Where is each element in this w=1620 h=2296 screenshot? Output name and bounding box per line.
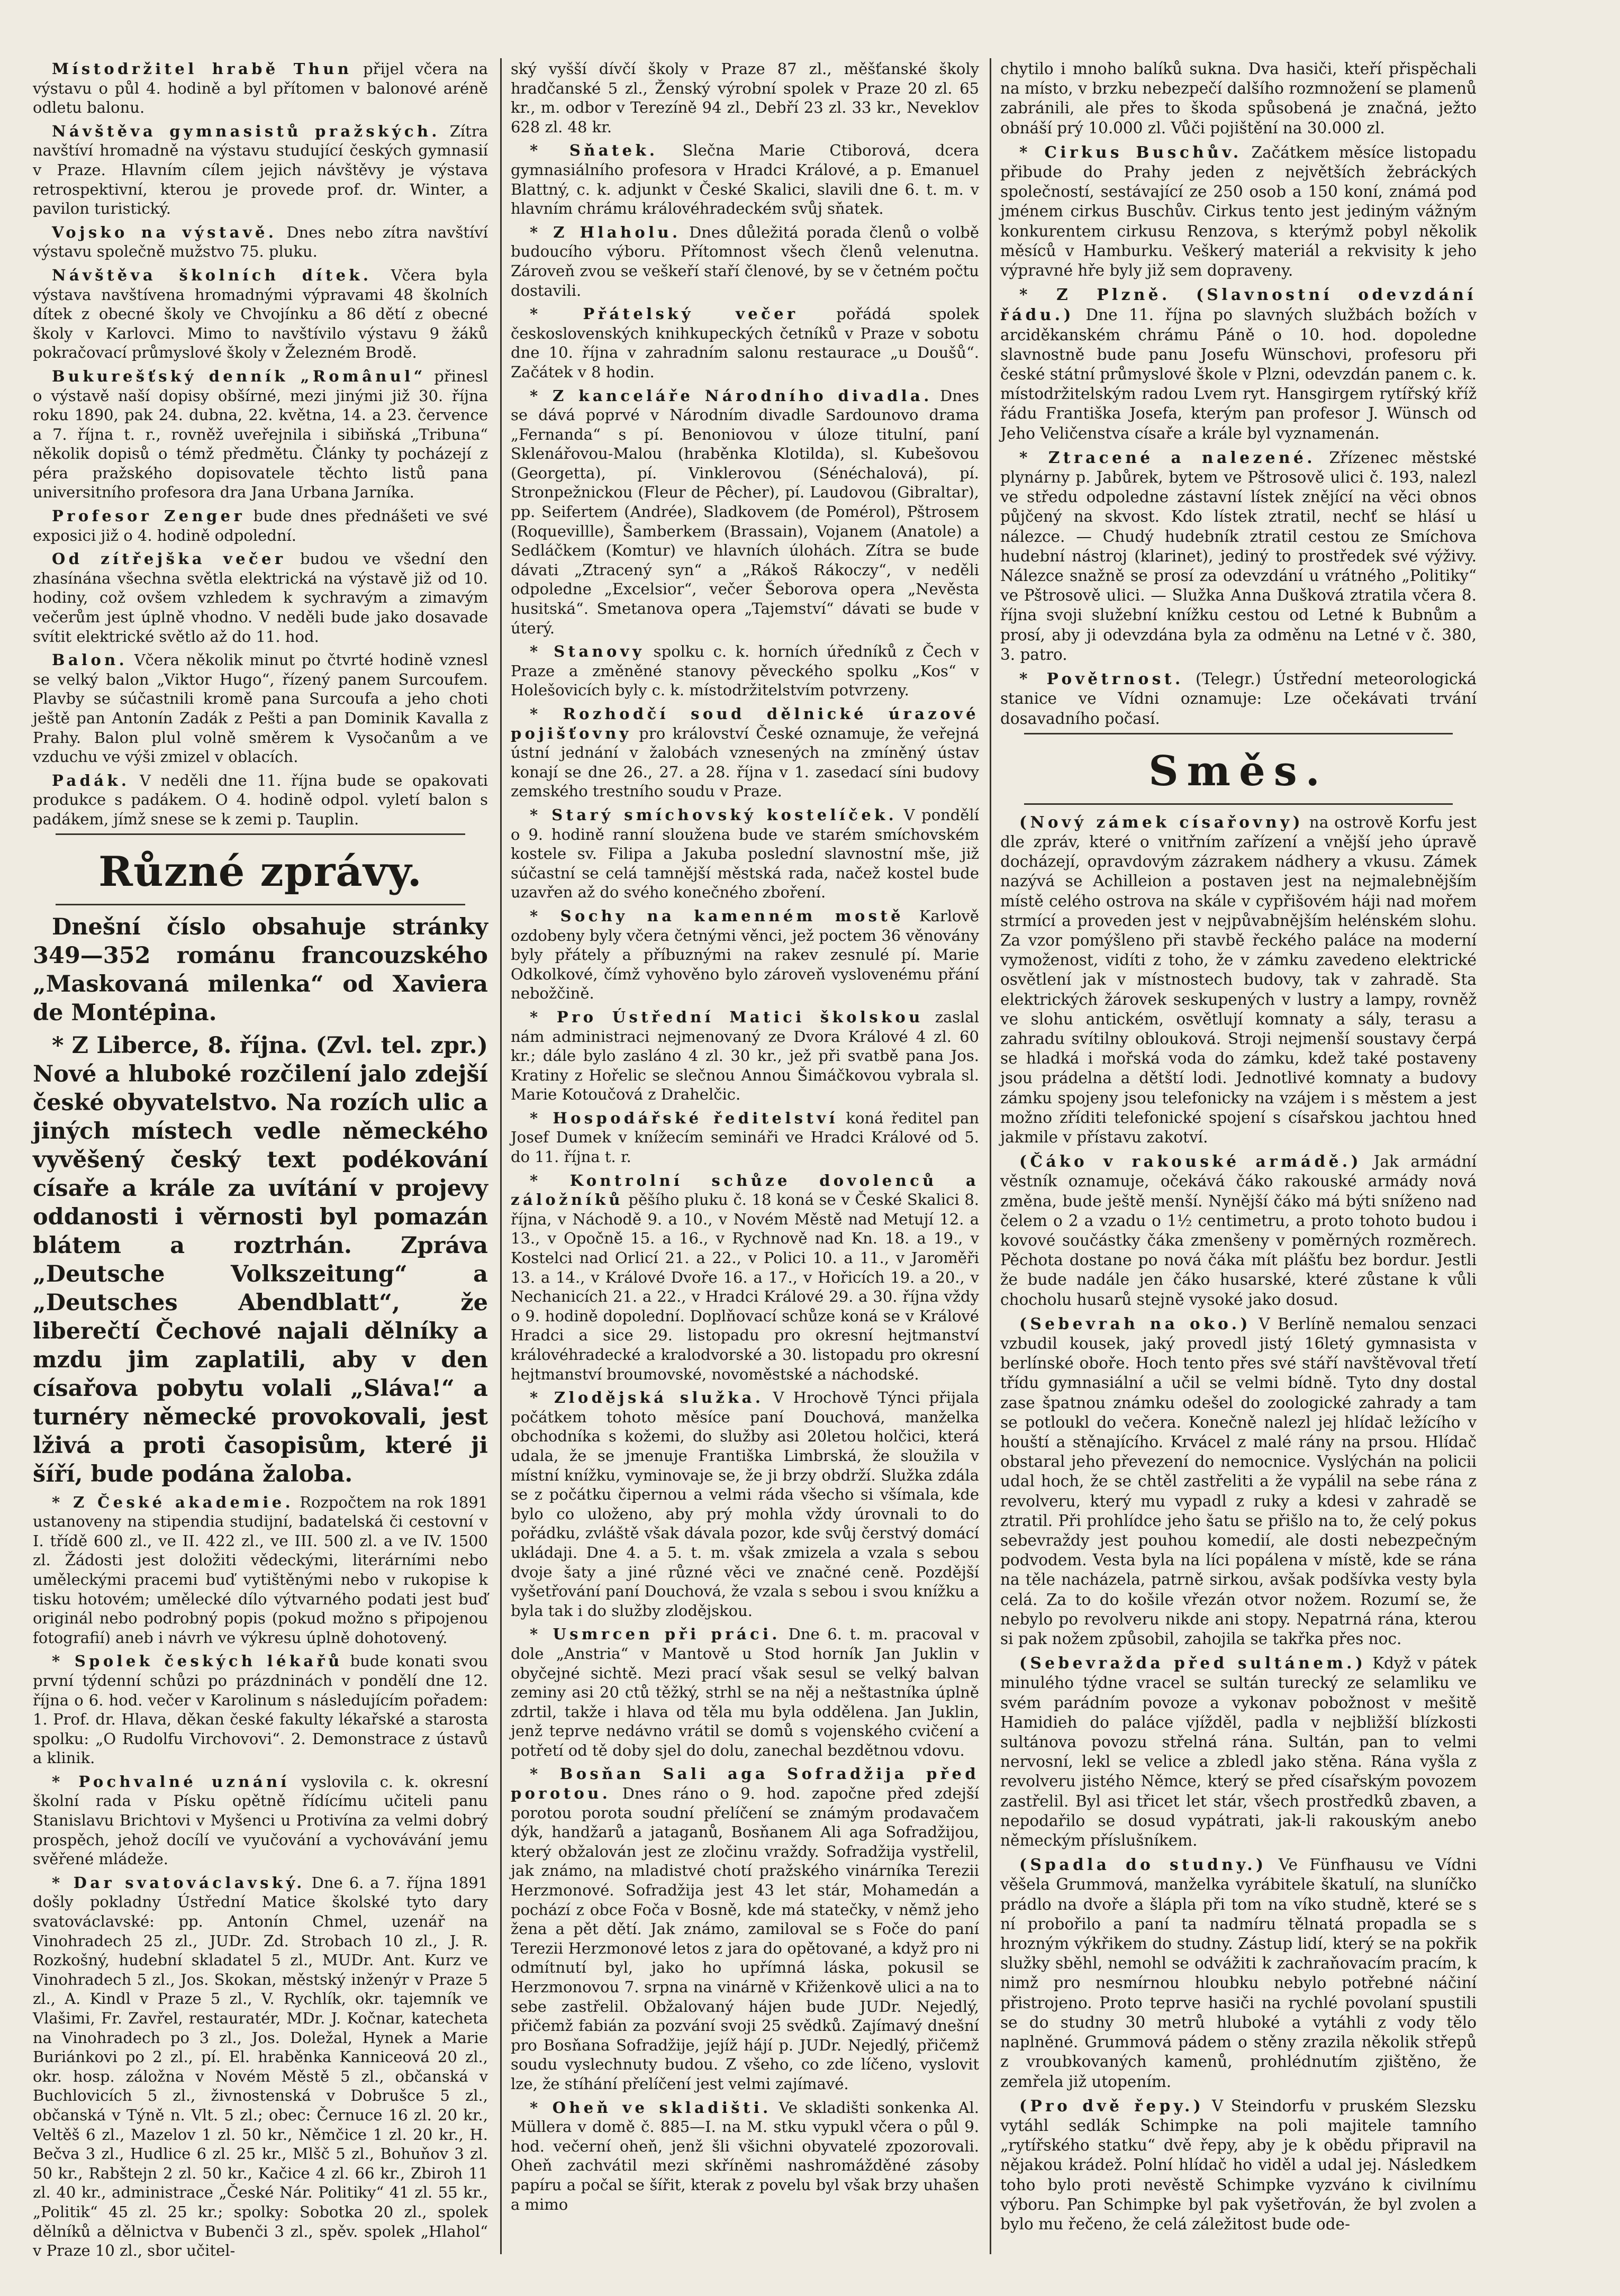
news-item xyxy=(1000,448,1477,665)
section-rule xyxy=(56,833,465,835)
news-item xyxy=(33,223,488,261)
section-heading: Různé zprávy. xyxy=(98,847,422,896)
news-item-text: Zítra navštíví hromadně na výstavu studující českých gymnasií v Praze. Hlavním cílem jejich návštěvy je výstava retrospektivní, kterou je provede prof. dr. Winter, a pavilon turistický. xyxy=(33,122,488,218)
news-item-lead: (Sebevražda před sultánem.) xyxy=(1019,1654,1366,1673)
news-item-lead: * Z České akademie. xyxy=(52,1493,294,1511)
news-item-lead: (Nový zámek císařovny) xyxy=(1019,812,1304,831)
news-item xyxy=(1000,1855,1477,2091)
column-rule-1 xyxy=(500,58,502,2254)
news-item xyxy=(33,367,488,502)
news-item xyxy=(1000,669,1477,729)
news-item-text: Začátkem měsíce listopadu přibude do Prahy jeden z největších žebráckých společností, sestávající ze 250 osob a 150 koní, známá pod jménem cirkus Buschův. Cirkus tento jest jediným vážným konkurentem cirkusu Renzova, s kterýmž pobyl několik měsíců v Hamburku. Veškerý materiál a rekvisity k jeho výpravné hře byly již sem dopraveny. xyxy=(1000,143,1477,280)
news-item-text: spolku c. k. horních úředníků z Čech v Praze a změněné stanovy pěveckého spolku „Kos“ v Holešovicích byly c. k. místodržitelstvím potvrzeny. xyxy=(511,642,979,700)
section-rule xyxy=(1024,733,1453,734)
news-item-lead: * Bosňan Sali aga Sofradžija před porotou. xyxy=(511,1765,979,1803)
column-middle xyxy=(511,59,979,2218)
column-right xyxy=(1000,59,1477,2238)
news-item xyxy=(33,1772,488,1869)
news-item xyxy=(33,122,488,219)
news-item-text: Ve Fünfhausu ve Vídni věšela Grummová, manželka vyrábitele škatulí, na sluníčko prádlo na dvoře a šlápla při tom na víko studně, které se s ní probořilo a paní ta nadmíru tělnatá propadla se s hrozným výkřikem do studny. Zástup lidí, který se na pokřik služky sběhl, nemohl se odvážiti k zachraňovacím pracím, k nimž pro nesmírnou hloubku nebylo potřebné náčiní přistrojeno. Proto teprve hasiči na rychlé povolaní spustili se do studny 30 metrů hluboké a vytáhli z vody tělo naplněné. Grummová pádem o stěny zrazila několik střepů z vroubkovaných kamenů, prohlédnutím zjištěno, že zemřela již utopením. xyxy=(1000,1856,1477,2091)
news-item-lead: * Stanovy xyxy=(530,642,645,661)
news-item-text: Dnes ráno o 9. hod. započne před zdejší porotou porota soudní přelíčení se známým prodavačem dýk, handžarů a jataganů, Bosňanem Ali aga Sofradžijou, který obžalován jest ze zločinu vraždy. Sofradžija vystřelil, jak známo, na mladistvé chotí pražského vinárníka Terezii Herzmonové. Sofradžija jest 43 let stár, Mohamedán a pochází z obce Foča v Bosně, kde má statečky, v němž jeho žena a pět dětí. Jak známo, zamiloval se s Foče do paní Terezii Herzmonové letos z jara do opětované, a když pro ni odmítnutí byl, jako ho upřímná láska, pokusil se Herzmonovou 7. srpna na vinárně v Křiženkově ulici a na to sebe zastřelil. Obžalovaný hájen bude JUDr. Nejedlý, přičemž fabián za pozvání svoji 25 svědků. Zajímavý dnešní pro Bosňana Sofradžije, jejíž hájí p. JUDr. Nejedlý, přičemž soudu vyslechnuty budou. Z všeho, co zde líčeno, vyslovit lze, že stíhání přelíčení jest velmi zajímavé. xyxy=(511,1784,979,2093)
news-item-lead: * Povětrnost. xyxy=(1019,669,1184,688)
news-item-text: Dnes se dává poprvé v Národním divadle Sardounovo drama „Fernanda“ s pí. Benoniovou v úloze titulní, paní Sklenářovou-Malou (hraběnka Klotilda), sl. Kubešovou (Georgetta), pí. Vinklerovou (Sénéchalová), pí. Stronpežnickou (Fleur de Pêcher), pí. Laudovou (Gibraltar), pp. Seifertem (Andrée), Sladkovem (de Pomérol), Pštrosem (Roquevillle), Šamberkem (Brassain), Vojanem (Anatole) a Sedláčkem (Komtur) ve hlavních úlohách. Zítra se bude dávati „Ztracený syn“ a „Rákoš Rákoczy“, v neděli odpoledne „Excelsior“, večer Šeborova opera „Nevěsta husitská“. Smetanova opera „Tajemství“ dávati se bude v úterý. xyxy=(511,386,979,637)
news-item-text: Slečna Marie Ctiborová, dcera gymnasiálního profesora v Hradci Králové, a p. Emanuel Blattný, c. k. adjunkt v České Skalici, slavili dne 6. t. m. v hlavním chrámu královéhradeckém svůj sňatek. xyxy=(511,141,979,218)
news-item-text: přinesl o výstavě naší dopisy obšírné, mezi jinými již 30. října roku 1890, pak 24. dubna, 22. května, 14. a 23. července a 7. října t. r., rovněž uveřejnila i sibiňská „Tribuna“ několik dopisů o témž předmětu. Články ty pocházejí z péra pražského dopisovatele těchto listů pana universitního profesora dra Jana Urbana Jarníka. xyxy=(33,367,488,502)
news-item-lead: * Z Plzně. (Slavnostní odevzdání řádu.) xyxy=(1000,285,1477,324)
news-item-lead: * Dar svatováclavský. xyxy=(52,1873,305,1892)
news-item xyxy=(511,223,979,300)
news-item xyxy=(511,1008,979,1104)
column-rule-2 xyxy=(990,58,991,2254)
news-item xyxy=(33,59,488,117)
news-item-text: Ve skladišti sonkenka Al. Müllera v domě č. 885—I. na M. stku vypukl včera o půl 9. hod. večerní oheň, jenž šli všichni obyvatelé zpozorovali. Oheň zachvátil mezi skříněmi nashromážděné zásoby papíru a počal se šířit, kterak z povelu byl však brzy uhašen a mimo xyxy=(511,2098,980,2213)
news-item-lead: Od zítřejška večer xyxy=(52,550,286,568)
news-item xyxy=(33,771,488,829)
news-item-lead: * Sochy na kamenném mostě xyxy=(530,906,904,925)
news-item xyxy=(33,266,488,362)
news-item xyxy=(1000,1653,1477,1850)
news-item-text: Dne 6. a 7. října 1891 došly pokladny Ústřední Matice školské tyto dary svatováclavské: pp. Antonín Chmel, uzenář na Vinohradech 25 zl., JUDr. Zd. Strobach 10 zl., J. R. Rozkošný, hudební skladatel 5 zl., MUDr. Ant. Kurz ve Vinohradech 5 zl., Jos. Skokan, městský inženýr v Praze 5 zl., A. Kindl v Praze 5 zl., V. Rychlík, okr. tajemník ve Vlašimi, Fr. Zavřel, restauratér, MDr. J. Kočnar, katecheta na Vinohradech po 3 zl., Jos. Doležal, Hynek a Marie Buriánkovi po 2 zl., pí. El. hraběnka Kanniceová 20 zl., okr. hosp. záložna v Novém Městě 5 zl., občanská v Buchlovicích 5 zl., živnostenská v Dobrušce 5 zl., občanská v Týně n. Vlt. 5 zl.; obec: Černuce 16 zl. 20 kr., Veltěš 6 zl., Mazelov 1 zl. 50 kr., Němčice 1 zl. 20 kr., H. Bečva 3 zl., Hudlice 6 zl. 25 kr., Mlšč 5 zl., Bohuňov 3 zl. 50 kr., Rabštejn 2 zl. 50 kr., Kačice 4 zl. 66 kr., Zbiroh 11 zl. 40 kr., administrace „České Nár. Politiky“ 41 zl. 55 kr., „Politik“ 45 zl. 25 kr.; spolky: Sobotka 20 zl., spolek dělníků a dělnictva v Bubenči 3 zl., spěv. spolek „Hlahol“ v Praze 10 zl., sbor učitel- xyxy=(33,1873,488,2260)
news-item-text: na ostrově Korfu jest dle zpráv, které o vnitřním zařízení a vnější jeho úpravě docházejí, opravdovým zázrakem nádhery a vkusu. Zámek nazývá se Achilleion a postaven jest na nejmalebnějším místě celého ostrova na skále v cypřišovém háji nad mořem strmící a proveden jest v nejpůvabnějším helénském slohu. Za vzor pomýšleno při stavbě řeckého paláce na moderní vymoženost, vidíti z toho, že v zámku zavedeno elektrické osvětlení jak v místnostech budovy, tak v zahradě. Sta elektrických žárovek seskupených v lustry a lampy, rovněž ve slohu antickém, osvětlují komnaty a sály, terasu a zahradu svítilny oblouková. Stroji nejmenší soustavy čerpá se hladká i mořská voda do zámku, kdež také postaveny jsou prádelna a dětští lodi. Jednotlivé komnaty a budovy zámku spojeny jsou telefonicky na vzájem i s městem a jest možno zříditi telefonické spojení s císařskou jachtou hned jakmile v přístavu zakotví. xyxy=(1000,813,1477,1146)
news-item-text: Jak armádní věstník oznamuje, očekává čáko rakouské armády nová změna, bude ještě menší. Nynější čáko má býti sníženo nad čelem o 2 a vzadu o 1½ centimetru, a proto tohoto budou i kovové součástky čáka zmenšeny v poměrných rozměrech. Pěchota dostane po nová čáka mít plášťu bez bordur. Jestli že bude nadále jen čáko husarské, které zůstane k vůli chocholu husarů stejně vysoké jako dosud. xyxy=(1000,1152,1477,1309)
news-item-text: ský vyšší dívčí školy v Praze 87 zl., měšťanské školy hradčanské 5 zl., Ženský výrobní spolek v Praze 20 zl. 65 kr., m. odbor v Terezíně 94 zl., Debří 23 zl. 33 kr., Neveklov 628 zl. 48 kr. xyxy=(511,60,979,136)
news-item-text: Když v pátek minulého týdne vracel se sultán turecký ze selamliku ve svém parádním povoze a vykonav pobožnost v mešitě Hamidieh do paláce vjížděl, padla v nejbližší blízkosti sultánova povozu střelná rána. Sultán, pan to velmi nervosní, lekl se velice a zbledl jako stěna. Rána vyšla z revolveru jistého Němce, který se před císařským povozem zastřelil. Byl asi třicet let stár, všech prostředků zbaven, a nepodařilo se dosud vypátrati, jak-li rakouským anebo německým příslušníkem. xyxy=(1000,1654,1477,1850)
news-item-text: V pondělí o 9. hodině ranní sloužena bude ve starém smíchovském kostele sv. Filipa a Jakuba poslední slavnostní mše, již súčastní se celá tamnější městská rada, načež kostel bude uzavřen až do svého konečného zboření. xyxy=(511,805,979,902)
news-item-lead: * Přátelský večer xyxy=(530,305,799,323)
news-item-text: V neděli dne 11. října bude se opakovati produkce s padákem. O 4. hodině odpol. vyletí balon s padákem, jímž snese se k zemi p. Tauplin. xyxy=(33,771,488,828)
news-item-text: Rozpočtem na rok 1891 ustanoveny na stipendia studijní, badatelská či cestovní v I. třídě 600 zl., ve II. 422 zl., ve III. 500 zl. a ve IV. 1500 zl. Žádosti jest doložiti vědeckými, literárními nebo uměleckými pracemi buď vytištěnými nebo v rukopise k tisku hotovém; umělecké dílo výtvarného podati jest buď originál nebo podrobný popis (pokud možno s připojenou fotografií) aneb i návrh ve výkresu úplně dohotovený. xyxy=(33,1493,488,1647)
news-item xyxy=(511,1764,979,2093)
news-item-lead: * Oheň ve skladišti. xyxy=(530,2098,772,2117)
news-item xyxy=(33,1493,488,1648)
news-item-text: vyslovila c. k. okresní školní rada v Písku opětně řídícímu učiteli panu Stanislavu Brichtovi v Myšenci u Protivína za velmi dobrý prospěch, jehož docílí ve vyučování a vychovávání jemu svěřené mládeže. xyxy=(33,1772,488,1868)
news-item-text: budou ve všední den zhasínána všechna světla elektrická na výstavě již od 10. hodiny, což ovšem vzhledem k sychravým a zimavým večerům jest úplně vhodno. V neděli bude jako dosavade svítit elektrické světlo až do 11. hod. xyxy=(33,550,488,646)
news-item-text: (Telegr.) Ústřední meteorologická stanice ve Vídni oznamuje: Lze očekávati trvání dosavadního počasí. xyxy=(1000,670,1477,728)
news-item-text: koná ředitel pan Josef Dumek v knížecím semináři ve Hradci Králové od 5. do 11. října t. r. xyxy=(511,1109,979,1166)
news-item-lead: * Z Hlaholu. xyxy=(530,223,681,241)
news-item xyxy=(33,506,488,545)
news-item-lead: * Zlodějská služka. xyxy=(530,1389,764,1407)
news-item-text: V Berlíně nemalou senzaci vzbudil kousek, jaký provedl jistý 16letý gymnasista v berlínské oboře. Hoch tento přes své stáří navštěvoval třetí třídu gymnasiální a učil se velmi bídně. Tyto dny dostal zase špatnou známku odešel do zoologické zahrady a tam se potloukl do večera. Konečně nalezl jej hlídač ležícího v houští a stěnajícího. Krvácel z malé rány na prsou. Hlídač obstaral jeho převezení do nemocnice. Vyslýchán na policii udal hoch, že se chtěl zastřeliti a že vypálil na sebe rána z revolveru, který mu vypadl z ruky a kdesi v zahradě se ztratil. Při prohlídce jeho šatu se přišlo na to, že celý pokus sebevraždy jest pouhou komedií, ale dosti nebezpečným podvodem. Vesta byla na líci popálena v místě, kde se rána na těle nacházela, patrně sirkou, avšak podšívka vesty byla celá. Za to do košile vřezán otvor nožem. Rozumí se, že nebylo po revolveru nikde ani stopy. Nepatrná rána, kterou si pak nožem způsobil, zahojila se takřka přes noc. xyxy=(1000,1314,1477,1648)
news-item xyxy=(1000,812,1477,1147)
news-item-lead: * Cirkus Buschův. xyxy=(1019,142,1242,161)
news-item xyxy=(511,906,979,1003)
news-item-lead: Místodržitel hrabě Thun xyxy=(52,60,352,78)
news-item-lead: Bukurešťský denník „Românul“ xyxy=(52,367,426,385)
section-rule xyxy=(56,904,465,905)
news-item xyxy=(33,1651,488,1768)
news-item-lead: * Rozhodčí soud dělnické úrazové pojišťovny xyxy=(511,705,979,742)
news-item xyxy=(33,549,488,646)
news-item xyxy=(511,386,979,638)
news-item-text: zaslal nám administraci nejmenovaný ze Dvora Králové 4 zl. 60 kr.; dále bylo zasláno 4 zl. 30 kr., jež při svatbě pana Jos. Kratiny z Hořelic se slečnou Annou Šimáčkovou vybrala sl. Marie Kotoučová z Drahelčic. xyxy=(511,1008,979,1104)
news-item-lead: (Spadla do studny.) xyxy=(1019,1855,1267,1874)
news-item-text: Dne 6. t. m. pracoval v dole „Anstria“ v Mantově u Stod horník Jan Juklin v obyčejné sichtě. Mezi prací však sesul se velký balvan zeminy asi 20 ctů těžký, strhl se na něj a neštastníka úplně zdrtil, takže i hlava od těla mu byla oddělena. Jan Juklin, jenž teprve nedávno vrátil se domů s vojenského cvičení a potřetí od tě doby sjel do dolu, zanechal bezdětnou vdovu. xyxy=(511,1625,979,1759)
news-item-text: Dnes nebo zítra navštíví výstavu společně mužstvo 75. pluku. xyxy=(33,223,488,261)
news-item-lead: Padák. xyxy=(52,771,130,789)
news-item-lead: (Sebevrah na oko.) xyxy=(1019,1314,1251,1333)
news-item-text: Dnes důležitá porada členů o volbě budoucího výboru. Přítomnost všech členů velenutna. Zároveň zvou se veškeří staří členové, by se v četném počtu dostavili. xyxy=(511,223,979,300)
news-item xyxy=(1000,1151,1477,1310)
news-item xyxy=(511,805,979,902)
news-item-lead: * Spolek českých lékařů xyxy=(52,1652,343,1671)
column-left xyxy=(33,59,488,2265)
news-item-lead: * Pro Ústřední Matici školskou xyxy=(530,1008,924,1026)
section-rule xyxy=(1024,803,1453,805)
news-item-lead: * Pochvalné uznání xyxy=(52,1772,290,1791)
news-item-lead: Návštěva gymnasistů pražských. xyxy=(52,122,440,140)
news-item-lead: * Usmrcen při práci. xyxy=(530,1625,781,1644)
news-item-text: Dne 11. října po slavných službách božích v arciděkanském chrámu Páně o 10. hod. dopoledne slavnostně bude panu Josefu Wünschovi, profesoru při české státní průmyslové škole v Plzni, odevzdán panem c. k. místodržitelským radou Lvem ryt. Hansgirgem rytířský kříž řádu Františka Josefa, kterým pan profesor J. Wünsch od Jeho Veličenstva císaře a krále byl vyznamenán. xyxy=(1000,306,1477,442)
news-item xyxy=(1000,142,1477,280)
news-item-text: přijel včera na výstavu o půl 4. hodině a byl přítomen v balonové aréně odletu balonu. xyxy=(33,60,488,117)
news-item xyxy=(1000,285,1477,443)
lead-paragraph: * Z Liberce, 8. října. (Zvl. tel. zpr.) Nové a hluboké rozčilení jalo zdejší české obyvatelstvo. Na rozích ulic a jiných místech vedle německého vyvěšený český text podékování císaře a krále za uvítání v projevy oddanosti i věrnosti byl pomazán blátem a roztrhán. Zpráva „Deutsche Volkszeitung“ a „Deutsches Abendblatt“, že liberečtí Čechové najali dělníky a mzdu jim zaplatili, aby v den císařova pobytu volali „Sláva!“ a turnéry německé provokovali, jest lživá a proti časopisům, které ji šíří, bude podána žaloba. xyxy=(33,1032,488,1487)
news-item xyxy=(511,141,979,218)
news-item xyxy=(511,1171,979,1384)
news-item-text: Zřízenec městské plynárny p. Jabůrek, bytem ve Pštrosově ulici č. 193, nalezl ve středu odpoledne zástavní lístek znějící na věci obnos půjčený na skvost. Kdo lístek ztratil, nechť se hlásí u nálezce. — Chudý hudebník ztratil cestou ze Smíchova hudební nástroj (klarinet), jediný to prostředek své výživy. Nálezce snažně se prosí za odevzdání u vrátného „Politiky“ ve Pštrosově ulici. — Služka Anna Dušková ztratila včera 8. října svoji služební knížku cestou od Letné k Bubnům a prosí, aby ji odevzdána byla za odměnu na Letné v č. 380, 3. patro. xyxy=(1000,448,1477,664)
news-item-text: Karlově ozdobeny byly včera četnými věnci, jež poctem 36 věnovány byly přátely a příbuznými na rakev zesnulé pí. Marie Odkolkové, čímž vyhověno bylo zároveň vyslovenému přání nebožčině. xyxy=(511,906,979,1003)
news-item xyxy=(511,1388,979,1620)
news-item-lead: * Ztracené a nalezené. xyxy=(1019,448,1316,467)
news-item-text: pořádá spolek československých knihkupeckých četníků v Praze v sobotu dne 10. října v zahradním salonu restaurace „u Doušů“. Začátek v 8 hodin. xyxy=(511,305,979,381)
news-item xyxy=(511,1109,979,1167)
news-item-lead: * Kontrolní schůze dovolenců a záložníků xyxy=(511,1171,979,1209)
news-item-lead: * Z kanceláře Národního divadla. xyxy=(530,386,933,405)
news-item xyxy=(511,304,979,382)
news-item xyxy=(511,642,979,700)
news-item xyxy=(1000,59,1477,138)
news-item-lead: Balon. xyxy=(52,651,128,669)
news-item-text: Včera několik minut po čtvrté hodině vznesl se velký balon „Viktor Hugo“, řízený panem Surcoufem. Plavby se súčastnili kromě pana Surcoufa a jeho choti ještě pan Antonín Zadák z Pešti a pan Dominik Kavalla z Prahy. Balon plul volně směrem k Vysočanům a ve vzduchu ve výši zmizel v oblacích. xyxy=(33,651,488,766)
news-item-lead: Návštěva školních dítek. xyxy=(52,266,372,284)
section-heading: Směs. xyxy=(1148,747,1328,795)
news-item-lead: Profesor Zenger xyxy=(52,507,246,525)
news-item-text: Včera byla výstava navštívena hromadnými výpravami 48 školních dítek z obecné školy ve Chvojínku a 86 dětí z obecné školy v Karlovci. Mimo to navštívilo výstavu 9 žáků pokračovací průmyslové školy v Železném Brodě. xyxy=(33,266,488,362)
news-item-lead: * Starý smíchovský kostelíček. xyxy=(530,805,898,824)
news-item xyxy=(33,1873,488,2261)
news-item-lead: (Pro dvě řepy.) xyxy=(1019,2096,1205,2115)
news-item-lead: Vojsko na výstavě. xyxy=(52,223,277,241)
news-item-text: bude konati svou první týdenní schůzi po prázdninách v pondělí dne 12. října o 6. hod. večer v Karolinum s následujícím pořadem: 1. Prof. dr. Hlava, děkan české fakulty lékařské a starosta spolku: „O Rudolfu Virchovovi“. 2. Demonstrace z ústavů a klinik. xyxy=(33,1652,488,1767)
news-item-text: bude dnes přednášeti ve své exposici již o 4. hodině odpolední. xyxy=(33,507,488,544)
news-item-text: chytilo i mnoho balíků sukna. Dva hasiči, kteří přispěchali na místo, v brzku nebezpečí dalšího rozmnožení se plamenů zabránili, ale přes to škoda spůsobená je značná, ježto obnáší prý 10.000 zl. Vůči pojištění na 30.000 zl. xyxy=(1000,60,1477,137)
news-item xyxy=(1000,1314,1477,1649)
news-item-lead: * Hospodářské ředitelství xyxy=(530,1109,838,1127)
news-item xyxy=(511,704,979,801)
news-item-text: V Hrochově Týnci přijala počátkem tohoto měsíce paní Douchová, manželka obchodníka s kožemi, do služby asi 20letou holčici, která udala, že se jmenuje Františka Limbrská, že sloužila v místní knížku, vyminovaje se, že ji brzy obdrží. Služka zdála se z počátku čipernou a velmi ráda všecho si všímala, kde bylo co uloženo, aby prý mohla vždy úrovnali to do pořádku, zvláště však dávala pozor, kde svůj čerstvý domácí ukládaji. Dne 4. a 5. t. m. však zmizela a vzala s sebou dvoje šaty a jiné různé věci ve značné ceně. Pozdější vyšetřování paní Douchová, že vzala s sebou i svou knížku a byla tak i do služby zlodějskou. xyxy=(511,1389,979,1620)
news-item-lead: (Čáko v rakouské armádě.) xyxy=(1019,1152,1362,1171)
news-item xyxy=(511,59,979,137)
news-item xyxy=(511,1625,979,1760)
news-item-text: V Steindorfu v pruském Slezsku vytáhl sedlák Schimpke na poli majitele tamního „rytířského statku“ dvě řepy, aby je k obědu připravil na nějakou krádež. Polní hlídač ho viděl a udal jej. Následkem toho bylo proti nevěstě Schimpke vyzváno k civilnímu výboru. Pan Schimpke byl pak vyšetřován, že byl zvolen a bylo mu řečeno, že celá záležitost bude ode- xyxy=(1000,2097,1477,2233)
news-item xyxy=(511,2098,979,2215)
news-item-text: pro království České oznamuje, že veřejná ústní jednání v žalobách vznesených na zmíněný ústav konají se dne 26., 27. a 28. října v 1. zasedací síni budovy zemského trestního soudu v Praze. xyxy=(511,724,979,801)
news-item-lead: * Sňatek. xyxy=(530,141,658,160)
news-item-text: pěšího pluku č. 18 koná se v České Skalici 8. října, v Náchodě 9. a 10., v Novém Městě nad Metují 12. a 13., v Opočně 15. a 16., v Rychnově nad Kn. 18. a 19., v Kostelci nad Orlicí 21. a 22., v Polici 10. a 11., v Jaroměři 13. a 14., v Králové Dvoře 16. a 17., v Hořicích 19. a 20., v Nechanicích 21. a 22., v Hradci Králové 29. a 30. října vždy o 9. hodině dopolední. Doplňovací schůze koná se v Králové Hradci a sice 29. listopadu pro okresní hejtmanství královéhradecké a kralodvorské a 30. listopadu pro okresní hejtmanství broumovské, novoměstské a náchodské. xyxy=(511,1191,979,1383)
lead-paragraph: Dnešní číslo obsahuje stránky 349—352 románu francouzského „Maskovaná milenka“ od Xaviera de Montépina. xyxy=(33,913,488,1026)
news-item xyxy=(33,650,488,767)
news-item xyxy=(1000,2096,1477,2234)
